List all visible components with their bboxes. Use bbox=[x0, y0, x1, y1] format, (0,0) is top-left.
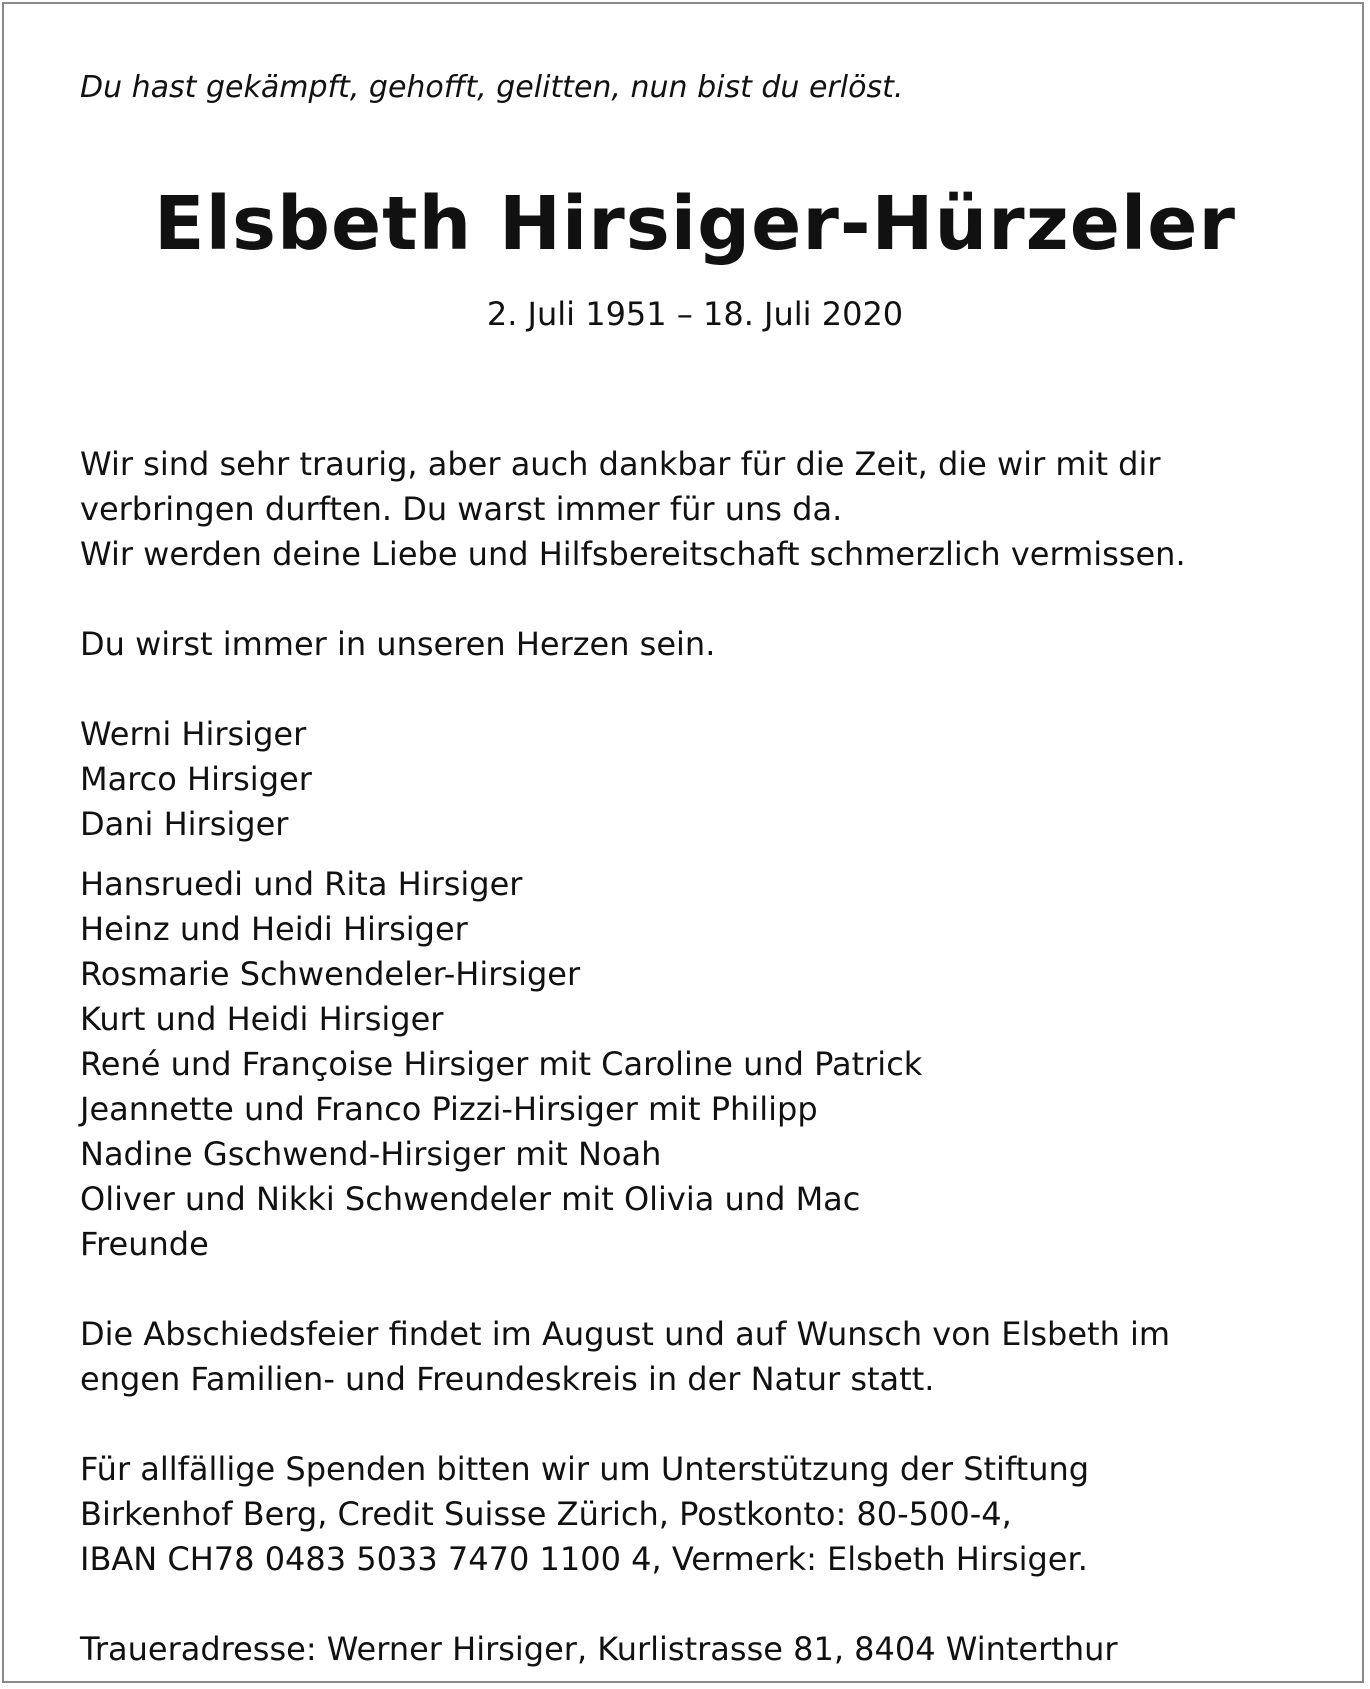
relative: Nadine Gschwend-Hirsiger mit Noah bbox=[80, 1135, 662, 1173]
message-block bbox=[80, 442, 1310, 577]
relatives-list bbox=[80, 862, 1310, 1267]
ceremony-line: engen Familien- und Freundeskreis in der Natur statt. bbox=[80, 1360, 935, 1398]
closest-family-list bbox=[80, 712, 1310, 847]
donations-line: Birkenhof Berg, Credit Suisse Zürich, Postkonto: 80-500-4, bbox=[80, 1495, 1012, 1533]
obituary-frame bbox=[2, 2, 1364, 1683]
donations-line: IBAN CH78 0483 5033 7470 1100 4, Vermerk: Elsbeth Hirsiger. bbox=[80, 1540, 1088, 1578]
hearts-line: Du wirst immer in unseren Herzen sein. bbox=[80, 625, 716, 663]
relative: Oliver und Nikki Schwendeler mit Olivia und Mac bbox=[80, 1180, 861, 1218]
message-line: verbringen durften. Du warst immer für uns da. bbox=[80, 490, 843, 528]
donations-block bbox=[80, 1447, 1310, 1582]
relative: Freunde bbox=[80, 1225, 209, 1263]
donations-line: Für allfällige Spenden bitten wir um Unterstützung der Stiftung bbox=[80, 1450, 1090, 1488]
obituary-body bbox=[80, 442, 1310, 1672]
message-line: Wir werden deine Liebe und Hilfsbereitschaft schmerzlich vermissen. bbox=[80, 535, 1186, 573]
motto: Du hast gekämpft, gehofft, gelitten, nun bist du erlöst. bbox=[80, 70, 904, 105]
family-member: Dani Hirsiger bbox=[80, 805, 289, 843]
ceremony-line: Die Abschiedsfeier findet im August und auf Wunsch von Elsbeth im bbox=[80, 1315, 1171, 1353]
relative: Hansruedi und Rita Hirsiger bbox=[80, 865, 523, 903]
relative: Rosmarie Schwendeler-Hirsiger bbox=[80, 955, 581, 993]
relative: René und Françoise Hirsiger mit Caroline und Patrick bbox=[80, 1045, 923, 1083]
message-line: Wir sind sehr traurig, aber auch dankbar für die Zeit, die wir mit dir bbox=[80, 445, 1161, 483]
relative: Heinz und Heidi Hirsiger bbox=[80, 910, 468, 948]
life-dates: 2. Juli 1951 – 18. Juli 2020 bbox=[486, 295, 904, 333]
mourning-address: Traueradresse: Werner Hirsiger, Kurlistrasse 81, 8404 Winterthur bbox=[80, 1630, 1118, 1668]
family-member: Marco Hirsiger bbox=[80, 760, 312, 798]
relative: Jeannette und Franco Pizzi-Hirsiger mit Philipp bbox=[80, 1090, 818, 1128]
relative: Kurt und Heidi Hirsiger bbox=[80, 1000, 444, 1038]
family-member: Werni Hirsiger bbox=[80, 715, 307, 753]
obituary-content bbox=[80, 66, 1310, 1668]
ceremony-block bbox=[80, 1312, 1310, 1402]
deceased-name: Elsbeth Hirsiger-Hürzeler bbox=[154, 181, 1236, 267]
